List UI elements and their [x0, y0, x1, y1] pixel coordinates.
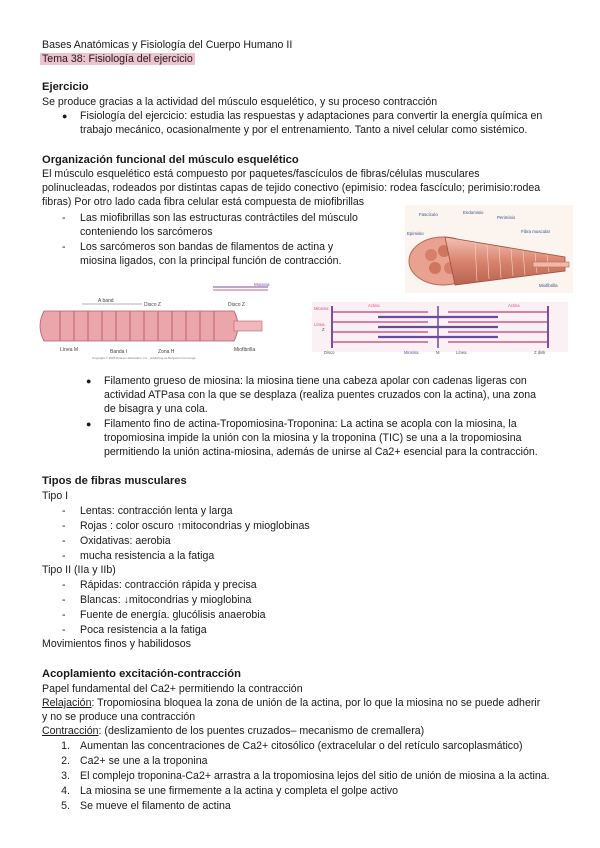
sarcomeros-dash-line: miosina ligados, con la principal función de contracción. — [80, 255, 342, 267]
section-tipos-heading: Tipos de fibras musculares — [42, 475, 187, 487]
myofibril-label: Banda I — [110, 349, 128, 355]
relajacion-label: Relajación — [42, 697, 92, 709]
dash-glyph: - — [62, 520, 66, 532]
bullet-glyph: ● — [62, 111, 68, 121]
step-number: 4. — [61, 785, 70, 797]
section-ejercicio-heading: Ejercicio — [42, 81, 89, 93]
dash-glyph: - — [62, 579, 66, 591]
myofibril-label: Miosina — [254, 283, 270, 287]
myofibril-end — [234, 321, 262, 331]
sarcomere-label: Actina — [508, 303, 520, 308]
tipo1-item: mucha resistencia a la fatiga — [80, 550, 215, 562]
sarcomere-label: Línea — [456, 350, 467, 355]
relajacion-continuation: y no se produce una contracción — [42, 711, 196, 723]
myofibril-label: Línea M — [60, 347, 79, 353]
muscle-fiber-figure — [405, 205, 573, 293]
step-number: 3. — [61, 770, 70, 782]
contraccion-line — [42, 724, 424, 738]
dash-glyph: - — [62, 550, 66, 562]
organizacion-paragraph-line: polinucleadas, rodeados por distintas capas de tejido conectivo (epimisio: rodea fascículo; perimisio:rodea — [42, 182, 541, 194]
myofibril-shape — [533, 262, 569, 267]
miosina-bullet-line: Filamento grueso de miosina: la miosina tiene una cabeza apolar con cadenas ligeras con — [104, 375, 527, 387]
sarcomere-label: Miosina — [404, 350, 419, 355]
sarcomere-figure — [308, 300, 572, 356]
figure-credit: Copyright © 2006 Pearson Education, Inc., publishing as Benjamin Cummings — [92, 356, 196, 360]
tipo1-item: Lentas: contracción lenta y larga — [80, 505, 233, 517]
tipo2-item: Fuente de energía. glucólisis anaerobia — [80, 609, 266, 621]
step-number: 2. — [61, 755, 70, 767]
myofibril-label: Miofibrilla — [234, 347, 256, 353]
fiber-label: Miofibrilla — [539, 283, 558, 288]
contraccion-step: Se mueve el filamento de actina — [80, 800, 231, 812]
tipo2-item: Blancas: ↓mitocondrias y mioglobina — [80, 594, 252, 606]
contraccion-step: El complejo troponina-Ca2+ arrastra a la tropomiosina lejos del sitio de unión de miosina a la actina. — [80, 770, 550, 782]
miosina-bullet-line: actividad ATPasa con la que se desplaza (realiza puentes cruzados con la actina), una zona — [104, 389, 537, 401]
topic-title — [42, 52, 195, 66]
dash-glyph: - — [62, 535, 66, 547]
tipo2-heading: Tipo II (IIa y IIb) — [42, 564, 116, 576]
miofibrillas-dash-line: Las miofibrillas son las estructuras contráctiles del músculo — [80, 212, 358, 224]
dash-glyph: - — [62, 594, 66, 606]
tipos-footer: Movimientos finos y habilidosos — [42, 638, 191, 650]
miosina-bullet-line: de bisagra y una cola. — [104, 403, 208, 415]
actina-bullet-line: Filamento fino de actina-Tropomiosina-Troponina: La actina se acopla con la miosina, la — [104, 418, 517, 430]
myofibril-label: Zona H — [158, 349, 175, 355]
dash-glyph: - — [62, 505, 66, 517]
sarcomeros-dash-line: Los sarcómeros son bandas de filamentos de actina y — [80, 241, 334, 253]
relajacion-line — [42, 696, 540, 710]
fiber-label: Fibra muscular — [521, 229, 551, 234]
actina-bullet-line: permitiendo la unión actina-miosina, además de unirse al Ca2+ esencial para la contracción. — [104, 446, 538, 458]
tipo1-item: Oxidativas: aerobia — [80, 535, 171, 547]
step-number: 5. — [61, 800, 70, 812]
myofibril-label: A band — [98, 298, 114, 304]
myofibril-band-figure — [38, 283, 300, 361]
fiber-label: Fascículo — [419, 212, 438, 217]
sarcomere-label: Disco — [324, 350, 335, 355]
sarcomere-label: Actina — [368, 303, 380, 308]
relajacion-text: : Tropomiosina bloquea la zona de unión de la actina, por lo que la miosina no se puede adherir — [91, 697, 541, 709]
sarcomere-label: Línea — [314, 322, 325, 327]
actina-bullet-line: tropomiosina impide la unión con la miosina y la troponina (TIC) se una a la tropomiosina — [104, 432, 522, 444]
topic-highlight: Tema 38: Fisiología del ejercicio — [42, 53, 193, 65]
tipo1-item: Rojas : color oscuro ↑mitocondrias y mioglobinas — [80, 520, 310, 532]
contraccion-text: : (deslizamiento de los puentes cruzados– mecanismo de cremallera) — [98, 725, 425, 737]
step-number: 1. — [61, 740, 70, 752]
fiber-label: Epimisio — [407, 231, 424, 236]
organizacion-paragraph-line: fibras) Por otro lado cada fibra celular está compuesta de miofibrillas — [42, 196, 365, 208]
bullet-glyph: ● — [86, 376, 92, 386]
tipo2-item: Rápidas: contracción rápida y precisa — [80, 579, 257, 591]
ejercicio-intro: Se produce gracias a la actividad del músculo esquelético, y su proceso contracción — [42, 96, 438, 108]
ejercicio-bullet-line: Fisiología del ejercicio: estudia las respuestas y adaptaciones para convertir la energía química en — [80, 110, 543, 122]
miofibrillas-dash-line: conteniendo los sarcómeros — [80, 226, 213, 238]
myofibril-label: Disco Z — [144, 302, 161, 308]
contraccion-label: Contracción — [42, 725, 99, 737]
course-title: Bases Anatómicas y Fisiología del Cuerpo Humano II — [42, 39, 293, 51]
sarcomere-label: Z disk — [534, 350, 546, 355]
fiber-label: Perimisio — [497, 215, 516, 220]
fiber-label: Endomisio — [463, 210, 484, 215]
tipo1-heading: Tipo I — [42, 490, 69, 502]
bullet-glyph: ● — [86, 419, 92, 429]
myofibril-label: Disco Z — [228, 302, 245, 308]
sarcomere-label: M — [436, 350, 440, 355]
section-acoplamiento-heading: Acoplamiento excitación-contracción — [42, 668, 241, 680]
contraccion-step: Aumentan las concentraciones de Ca2+ citosólico (extracelular o del retículo sarcoplasmático) — [80, 740, 523, 752]
ejercicio-bullet-line: trabajo mecánico, ocasionalmente y por el entrenamiento. Tanto a nivel celular como sistémico. — [80, 124, 528, 136]
dash-glyph: - — [62, 212, 66, 224]
dash-glyph: - — [62, 624, 66, 636]
dash-glyph: - — [62, 609, 66, 621]
tipo2-item: Poca resistencia a la fatiga — [80, 624, 207, 636]
contraccion-step: Ca2+ se une a la troponina — [80, 755, 208, 767]
contraccion-step: La miosina se une firmemente a la actina y completa el golpe activo — [80, 785, 398, 797]
myofibril-cylinder — [40, 311, 238, 341]
sarcomere-label: Z — [322, 327, 325, 332]
acoplamiento-line: Papel fundamental del Ca2+ permitiendo la contracción — [42, 683, 303, 695]
sarcomere-label: Miosina — [314, 306, 329, 311]
dash-glyph: - — [62, 241, 66, 253]
organizacion-paragraph-line: El músculo esquelético está compuesto por paquetes/fascículos de fibras/células musculares — [42, 168, 480, 180]
section-organizacion-heading: Organización funcional del músculo esquelético — [42, 154, 299, 166]
